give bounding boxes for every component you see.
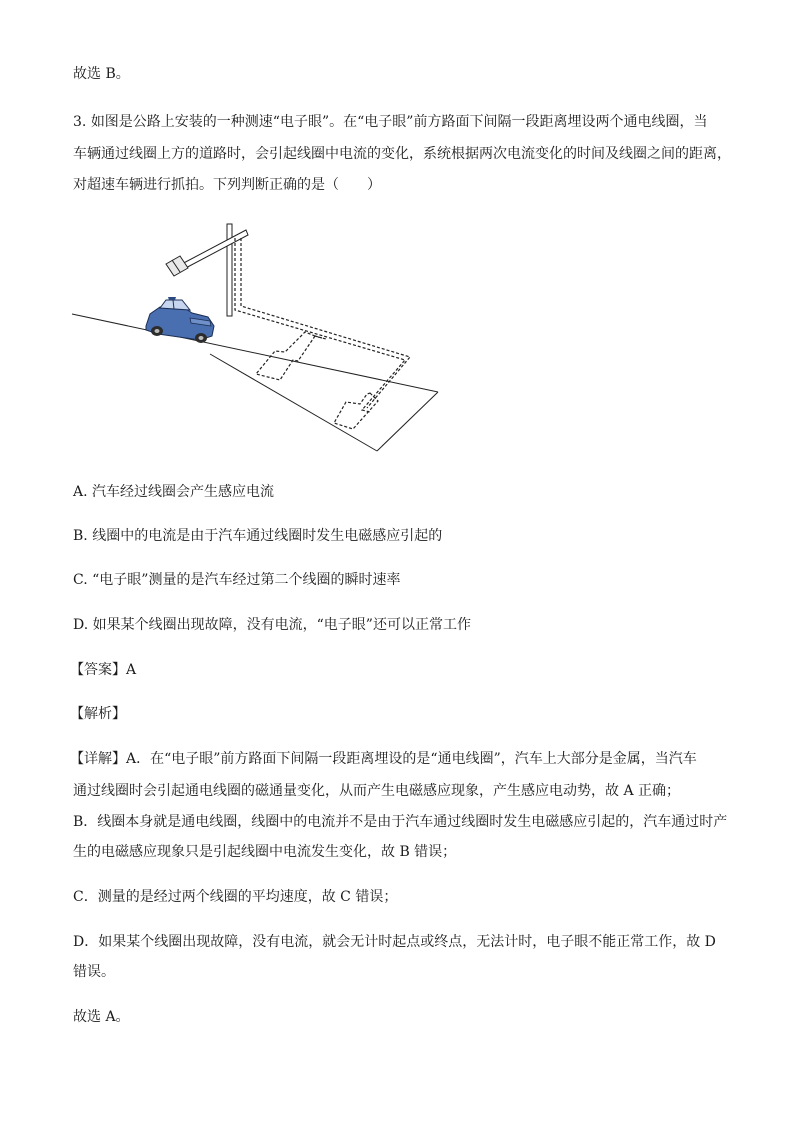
answer-line <box>70 660 136 680</box>
camera-arm <box>178 230 248 271</box>
option-c <box>73 570 400 590</box>
question-line-1 <box>73 112 723 132</box>
detail-line-7: 错误。 <box>73 964 115 980</box>
answer-value: A <box>126 662 137 678</box>
detail-line-5: C．测量的是经过两个线圈的平均速度，故 C 错误； <box>73 889 398 905</box>
road-bottom-edge <box>210 354 377 451</box>
option-b <box>73 526 442 546</box>
option-a <box>73 482 274 502</box>
detail-line-2: 通过线圈时会引起通电线圈的磁通量变化，从而产生电磁感应现象，产生感应电动势，故 A 正确； <box>73 783 681 799</box>
question-line-2: 车辆通过线圈上方的道路时，会引起线圈中电流的变化，系统根据两次电流变化的时间及线圈之间的距离， <box>73 146 731 162</box>
conclusion: 故选 A。 <box>73 1009 130 1025</box>
option-a-label: A. <box>73 484 88 500</box>
first-coil-dashed <box>256 332 315 380</box>
car-icon <box>146 297 214 343</box>
option-c-label: C. <box>73 572 88 588</box>
detail-line-1 <box>70 749 720 769</box>
question-text-1: 如图是公路上安装的一种测速“电子眼”。在“电子眼”前方路面下间隔一段距离埋设两个通电线圈，当 <box>90 114 708 130</box>
road-end-edge <box>377 392 438 451</box>
option-b-label: B. <box>73 528 88 544</box>
speed-camera-figure <box>70 218 442 454</box>
camera-icon <box>166 256 188 276</box>
option-d-label: D. <box>73 617 89 633</box>
detail-line-3: B．线圈本身就是通电线圈，线圈中的电流并不是由于汽车通过线圈时发生电磁感应引起的，汽车通过时产 <box>73 814 728 830</box>
answer-tag: 【答案】 <box>70 662 126 678</box>
option-c-text: “电子眼”测量的是汽车经过第二个线圈的瞬时速率 <box>92 572 401 588</box>
coil-cable-dashed <box>235 238 405 412</box>
detail-line-6: D．如果某个线圈出现故障，没有电流，就会无计时起点或终点，无法计时，电子眼不能正常工作，故 D <box>73 934 716 950</box>
option-d-text: 如果某个线圈出现故障，没有电流，“电子眼”还可以正常工作 <box>92 617 471 633</box>
option-b-text: 线圈中的电流是由于汽车通过线圈时发生电磁感应引起的 <box>92 528 443 544</box>
option-a-text: 汽车经过线圈会产生感应电流 <box>92 484 275 500</box>
detail-line-4: 生的电磁感应现象只是引起线圈中电流发生变化，故 B 错误； <box>73 844 457 860</box>
detail-text-1: A．在“电子眼”前方路面下间隔一段距离埋设的是“通电线圈”，汽车上大部分是金属，当汽车 <box>126 751 697 767</box>
analysis-tag: 【解析】 <box>70 706 126 722</box>
detail-tag: 【详解】 <box>70 751 126 767</box>
option-d <box>73 615 471 635</box>
previous-conclusion: 故选 B。 <box>73 66 130 82</box>
question-line-3: 对超速车辆进行抓拍。下列判断正确的是（ ） <box>73 177 381 193</box>
question-number: 3. <box>73 114 87 130</box>
